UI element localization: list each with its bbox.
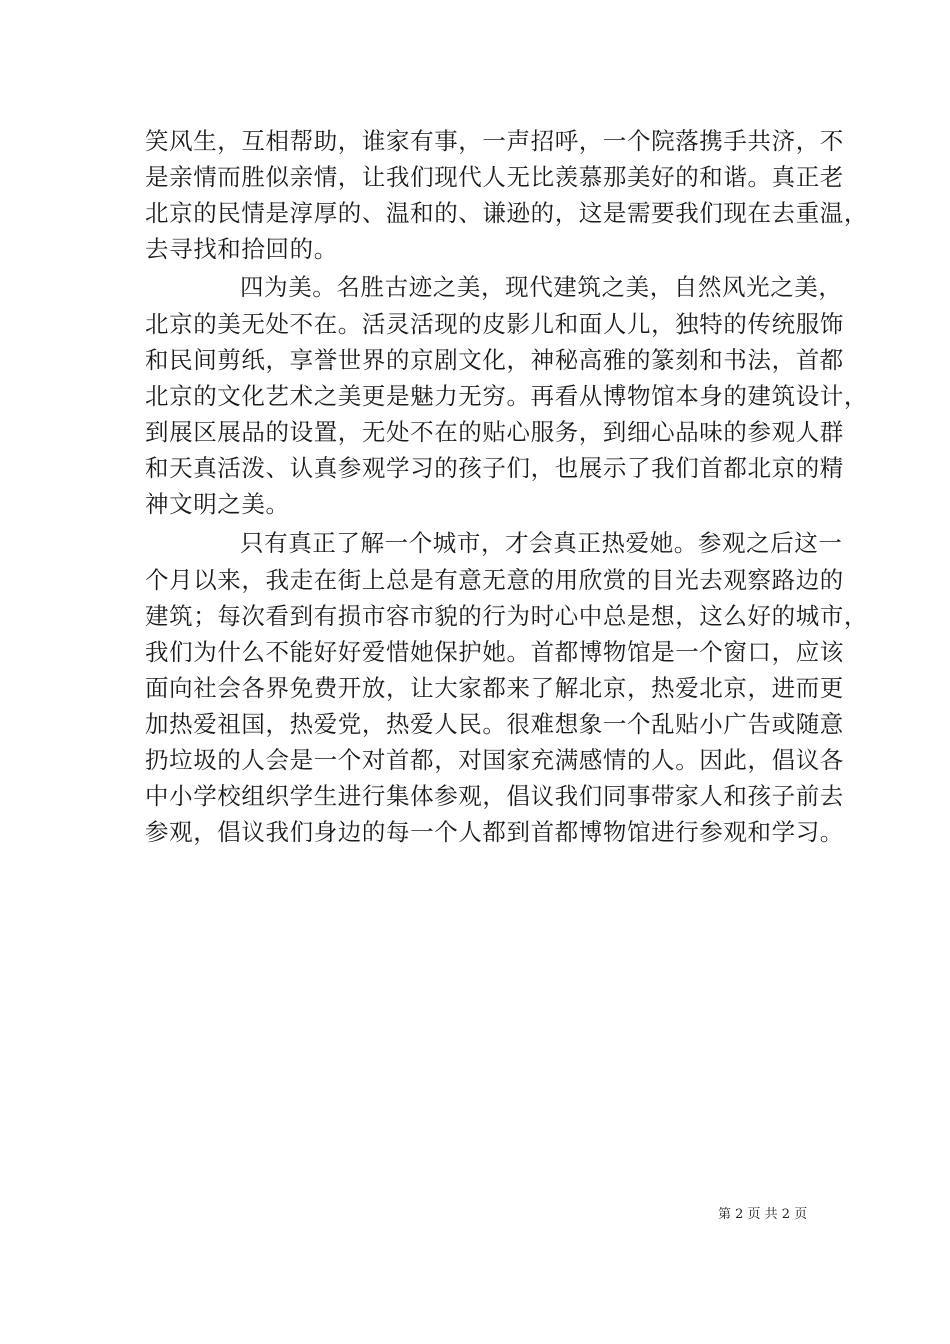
- text-line: 是亲情而胜似亲情，让我们现代人无比羡慕那美好的和谐。真正老: [145, 163, 844, 191]
- text-line: 北京的文化艺术之美更是魅力无穷。再看从博物馆本身的建筑设计，: [145, 382, 868, 410]
- page-number-footer: 第 2 页 共 2 页: [718, 1207, 808, 1222]
- text-line: 扔垃圾的人会是一个对首都，对国家充满感情的人。因此，倡议各: [145, 746, 844, 774]
- text-line: 参观，倡议我们身边的每一个人都到首都博物馆进行参观和学习。: [145, 818, 844, 846]
- text-line: 中小学校组织学生进行集体参观，倡议我们同事带家人和孩子前去: [145, 782, 844, 810]
- text-line: 和天真活泼、认真参观学习的孩子们，也展示了我们首都北京的精: [145, 454, 844, 482]
- text-line: 建筑；每次看到有损市容市貌的行为时心中总是想，这么好的城市，: [145, 602, 868, 630]
- text-line: 个月以来，我走在街上总是有意无意的用欣赏的目光去观察路边的: [145, 566, 844, 594]
- text-line: 只有真正了解一个城市，才会真正热爱她。参观之后这一: [240, 529, 843, 557]
- text-line: 神文明之美。: [145, 490, 290, 518]
- text-line: 我们为什么不能好好爱惜她保护她。首都博物馆是一个窗口，应该: [145, 638, 844, 666]
- text-line: 笑风生，互相帮助，谁家有事，一声招呼，一个院落携手共济，不: [145, 127, 844, 155]
- text-line: 到展区展品的设置，无处不在的贴心服务，到细心品味的参观人群: [145, 418, 844, 446]
- text-line: 和民间剪纸，享誉世界的京剧文化，神秘高雅的篆刻和书法，首都: [145, 346, 844, 374]
- text-line: 四为美。名胜古迹之美，现代建筑之美，自然风光之美，: [240, 273, 843, 301]
- text-line: 北京的美无处不在。活灵活现的皮影儿和面人儿，独特的传统服饰: [145, 310, 844, 338]
- text-line: 加热爱祖国，热爱党，热爱人民。很难想象一个乱贴小广告或随意: [145, 710, 844, 738]
- text-line: 北京的民情是淳厚的、温和的、谦逊的，这是需要我们现在去重温，: [145, 199, 868, 227]
- text-line: 去寻找和拾回的。: [145, 235, 338, 263]
- text-line: 面向社会各界免费开放，让大家都来了解北京，热爱北京，进而更: [145, 674, 844, 702]
